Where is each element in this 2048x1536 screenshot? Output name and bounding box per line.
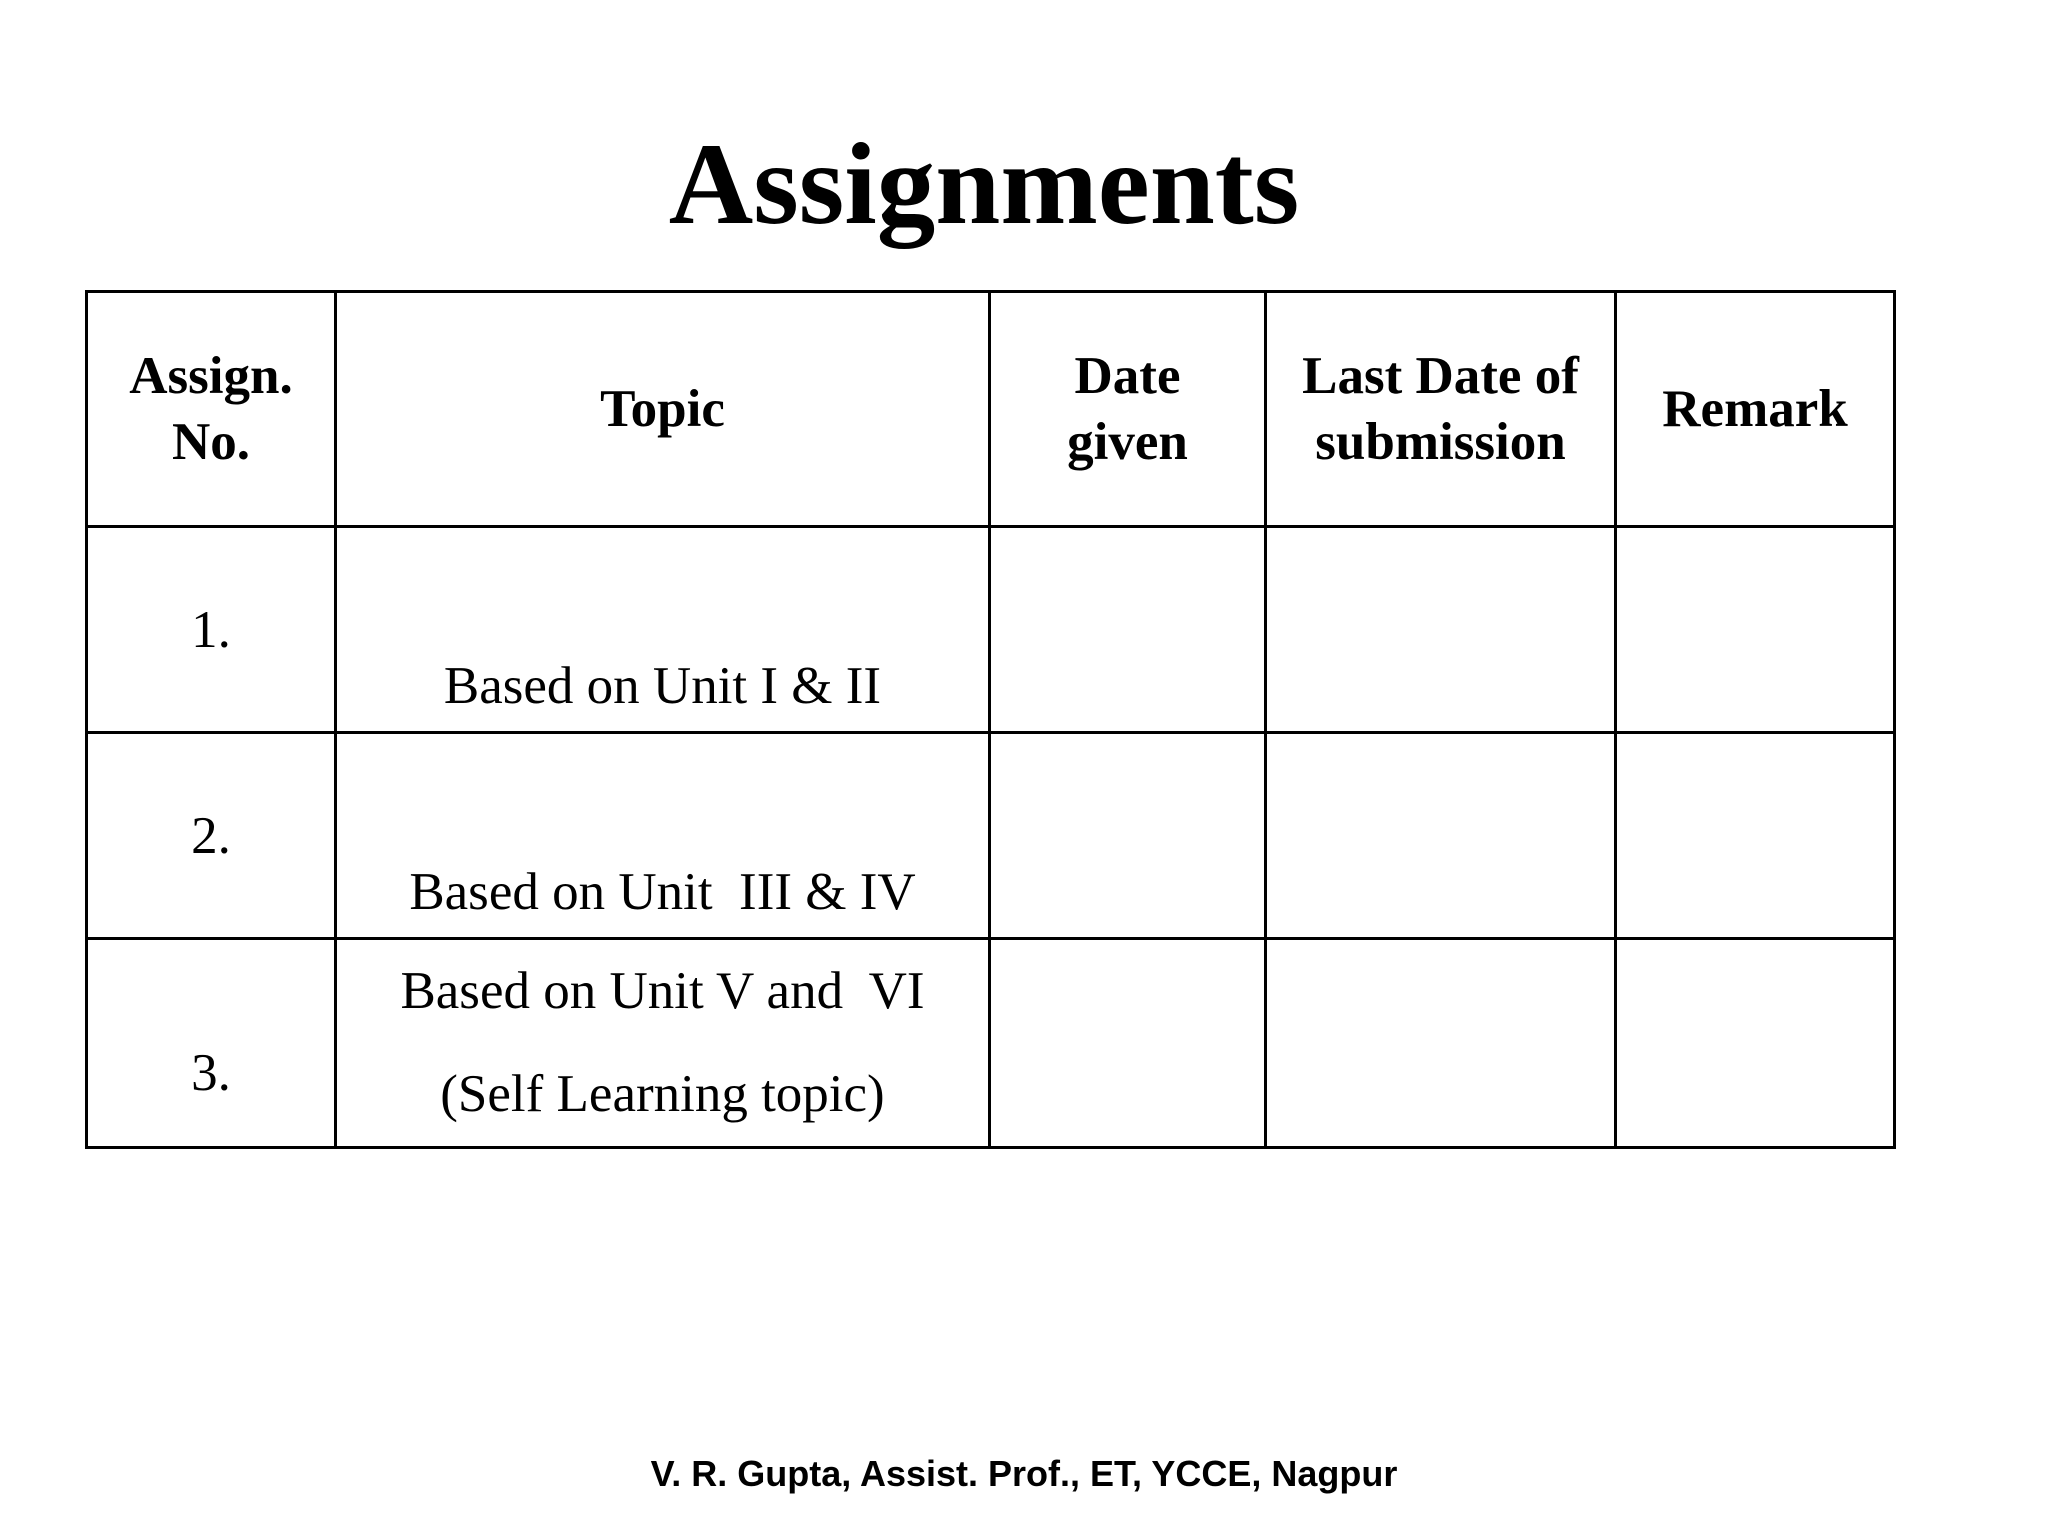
slide-title: Assignments	[668, 120, 1300, 249]
header-last-date-line1: Last Date of	[1302, 347, 1579, 405]
table-header-row	[87, 292, 1895, 527]
topic-line: Based on Unit I & II	[443, 657, 882, 715]
header-assign-no-line2: No.	[171, 413, 251, 471]
remark-cell	[1616, 733, 1895, 939]
assign-no-cell: 2.	[87, 733, 336, 939]
assign-no-cell: 1.	[87, 527, 336, 733]
date-given-cell	[990, 733, 1266, 939]
date-given-cell	[990, 939, 1266, 1148]
header-last-date-line2: submission	[1315, 413, 1566, 471]
topic-cell	[336, 527, 990, 733]
last-date-cell	[1266, 527, 1616, 733]
topic-line-sub: (Self Learning topic)	[440, 1065, 885, 1123]
header-date-given	[990, 292, 1266, 527]
header-assign-no-line1: Assign.	[129, 347, 293, 405]
topic-line: Based on Unit V and VI	[400, 962, 925, 1020]
last-date-cell	[1266, 733, 1616, 939]
remark-cell	[1616, 939, 1895, 1148]
table-row	[87, 733, 1895, 939]
header-date-given-line2: given	[1067, 413, 1188, 471]
table-row	[87, 527, 1895, 733]
header-date-given-line1: Date	[1074, 347, 1181, 405]
header-topic	[336, 292, 990, 527]
footer-credit: V. R. Gupta, Assist. Prof., ET, YCCE, Nagpur	[650, 1453, 1398, 1494]
header-remark	[1616, 292, 1895, 527]
assign-no-cell: 3.	[87, 939, 336, 1148]
date-given-cell	[990, 527, 1266, 733]
header-topic-label: Topic	[600, 380, 725, 438]
header-last-date	[1266, 292, 1616, 527]
remark-cell	[1616, 527, 1895, 733]
topic-line: Based on Unit III & IV	[409, 863, 916, 921]
table-row	[87, 939, 1895, 1148]
header-remark-label: Remark	[1662, 380, 1848, 438]
topic-cell	[336, 939, 990, 1148]
assignments-table	[85, 290, 1896, 1149]
header-assign-no	[87, 292, 336, 527]
topic-cell	[336, 733, 990, 939]
last-date-cell	[1266, 939, 1616, 1148]
